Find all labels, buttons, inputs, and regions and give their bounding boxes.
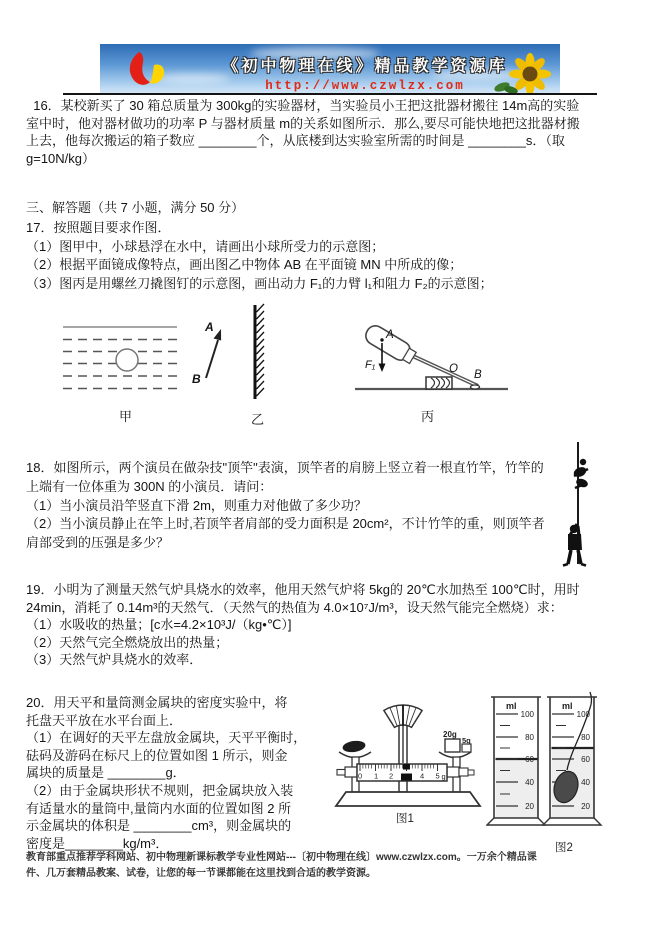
footer-note <box>26 850 537 881</box>
q20-line: 托盘天平放在水平台面上． <box>26 712 183 728</box>
q20-line: （2）由于金属块形状不规则，把金属块放入装 <box>26 782 294 798</box>
balance-base <box>336 792 480 806</box>
bottom-acrobat <box>563 524 586 566</box>
sunflower-center <box>523 67 538 82</box>
figure-bing-label: 丙 <box>421 409 435 424</box>
fig1-caption: 图1 <box>396 813 414 825</box>
left-knob <box>345 767 357 777</box>
divider-line <box>63 93 597 95</box>
q19-line: （1）水吸收的热量；[c水=4.2×10³J/（kg•℃）] <box>26 617 292 632</box>
q19-line: 19．小明为了测量天然气炉具烧水的效率，他用天然气炉将 5kg的 20℃水加热至 100℃时，用时 <box>26 582 580 597</box>
rider-top <box>403 764 410 770</box>
label-B: B <box>474 369 482 381</box>
q17-line: （2）根据平面镜成像特点，画出图乙中物体 AB 在平面镜 MN 中所成的像； <box>26 257 463 273</box>
ruler-number: 4 <box>420 771 425 781</box>
weight-20g <box>445 739 460 752</box>
scale-label: 60 <box>581 755 590 764</box>
sunflower-icon <box>492 52 556 94</box>
scale-label: 40 <box>525 778 534 787</box>
ml-unit: ml <box>506 701 517 711</box>
q20-line: 属块的质量是 ________g． <box>26 765 186 781</box>
footer-line: 件、几万套精品教案、试卷，让您的每一节课都能在这里找到合适的教学资源。 <box>26 867 376 879</box>
label-A: A <box>386 329 394 341</box>
banner-url: http://www.czwlzx.com <box>265 79 465 93</box>
fig2-caption: 图2 <box>555 842 573 854</box>
q19-line: 24min，消耗了 0.14m³的天然气．（天然气的热值为 4.0×10⁷J/m³，设天然气能完全燃烧）求： <box>26 599 563 615</box>
cylinder-foot <box>487 818 545 825</box>
right-knob <box>447 767 459 777</box>
scale-label: 80 <box>525 733 534 742</box>
ruler-unit: g <box>441 772 446 781</box>
q16-line: 上去，他每次搬运的箱子数应 ________个，从底楼到达实验室所需的时间是 ________s．（取 <box>26 133 565 149</box>
rider-bottom <box>401 774 412 781</box>
question-17 <box>26 219 493 293</box>
cylinder-right <box>543 692 601 825</box>
arrowhead <box>214 329 222 341</box>
weight-5g-label: 5g <box>462 736 471 745</box>
cylinder-left <box>487 697 545 825</box>
figure-yi-mirror <box>192 304 264 427</box>
figure-bing-screwdriver <box>355 322 508 424</box>
banner-text <box>200 53 530 93</box>
section-3-header: 三、解答题（共 7 小题，满分 50 分） <box>26 200 245 215</box>
ball <box>116 349 138 371</box>
scale-label: 40 <box>581 778 590 787</box>
question-16 <box>26 97 580 167</box>
site-banner <box>100 44 560 94</box>
question-20 <box>26 694 306 852</box>
ruler-number: 2 <box>389 771 394 781</box>
point-A-dot <box>380 338 383 341</box>
ruler-number: 5 <box>435 771 440 781</box>
q19-line: （3）天然气炉具烧水的效率． <box>26 652 203 667</box>
metal-block <box>342 739 366 753</box>
scale-label: 20 <box>525 802 534 811</box>
fig2-cylinders <box>486 690 656 862</box>
scale-label: 80 <box>581 733 590 742</box>
q19-line: （2）天然气完全燃烧放出的热量； <box>26 634 229 650</box>
q17-figures <box>55 300 515 432</box>
cylinder-foot <box>543 818 601 825</box>
figure-jia-label: 甲 <box>119 409 133 424</box>
ruler-number: 0 <box>358 771 363 781</box>
footer-line: 教育部重点推荐学科网站、初中物理新课标教学专业性网站---〔初中物理在线〕www.czwlzx.com。一万余个精品课 <box>26 852 537 863</box>
q16-line: 室中时，他对器材做功的功率 P 与器材质量 m的关系如图所示．那么,要尽可能快地把这批器材搬 <box>26 115 580 131</box>
weight-20g-label: 20g <box>443 730 457 739</box>
tack <box>471 385 480 389</box>
label-O: O <box>449 363 458 375</box>
weight-5g <box>462 744 471 752</box>
q18-line: （1）当小演员沿竿竖直下滑 2m，则重力对他做了多少功？ <box>26 497 367 513</box>
label-F1: F₁ <box>365 359 376 371</box>
mirror-hatching <box>257 304 265 396</box>
q18-acrobat-figure <box>548 436 610 578</box>
label-A: A <box>205 320 214 334</box>
q18-line: 上端有一位体重为 300N 的小演员．请问： <box>26 478 273 494</box>
figure-jia-ball-in-water <box>63 327 177 424</box>
label-B: B <box>192 372 201 386</box>
ruler-number: 1 <box>374 771 379 781</box>
scale-label: 100 <box>520 710 534 719</box>
q20-line: 密度是________kg/m³． <box>26 835 169 851</box>
figure-yi-label: 乙 <box>251 412 265 427</box>
q16-line: g=10N/kg） <box>26 150 96 166</box>
q17-line: （1）图甲中，小球悬浮在水中，请画出小球所受力的示意图； <box>26 238 385 254</box>
q20-line: 20．用天平和量筒测金属块的密度实验中，将 <box>26 695 288 710</box>
question-19 <box>26 581 580 669</box>
site-logo-icon <box>124 50 170 88</box>
q18-line: 18．如图所示，两个演员在做杂技"顶竿"表演，顶竿者的肩膀上竖立着一根直竹竿，竹竿的 <box>26 460 544 475</box>
top-acrobat <box>572 459 589 489</box>
scale-label: 100 <box>576 710 590 719</box>
q18-line: （2）当小演员静止在竿上时,若顶竿者肩部的受力面积是 20cm²，不计竹竿的重，则顶竿者 <box>26 516 545 532</box>
scale-label: 60 <box>525 755 534 764</box>
q16-line: 16．某校新买了 30 箱总质量为 300kg的实验器材，当实验员小王把这批器材搬往 14m高的实验 <box>26 98 580 113</box>
q20-line: （1）在调好的天平左盘放金属块，天平平衡时， <box>26 730 307 746</box>
q17-line: （3）图丙是用螺丝刀撬图钉的示意图，画出动力 F₁的力臂 l₁和阻力 F₂的示意图； <box>26 275 493 291</box>
question-18 <box>26 459 545 553</box>
q20-line: 示金属块的体积是 ________cm³，则金属块的 <box>26 818 292 834</box>
q20-line: 砝码及游码在标尺上的位置如图 1 所示，则金 <box>26 747 288 763</box>
q20-line: 有适量水的量筒中,量筒内水面的位置如图 2 所 <box>26 800 292 816</box>
q17-line: 17．按照题目要求作图． <box>26 220 171 235</box>
banner-title: 《初中物理在线》精品教学资源库 <box>222 58 508 75</box>
ml-unit: ml <box>562 701 573 711</box>
q18-line: 肩部受到的压强是多少？ <box>26 535 170 551</box>
fig1-balance <box>333 695 483 830</box>
scale-label: 20 <box>581 802 590 811</box>
